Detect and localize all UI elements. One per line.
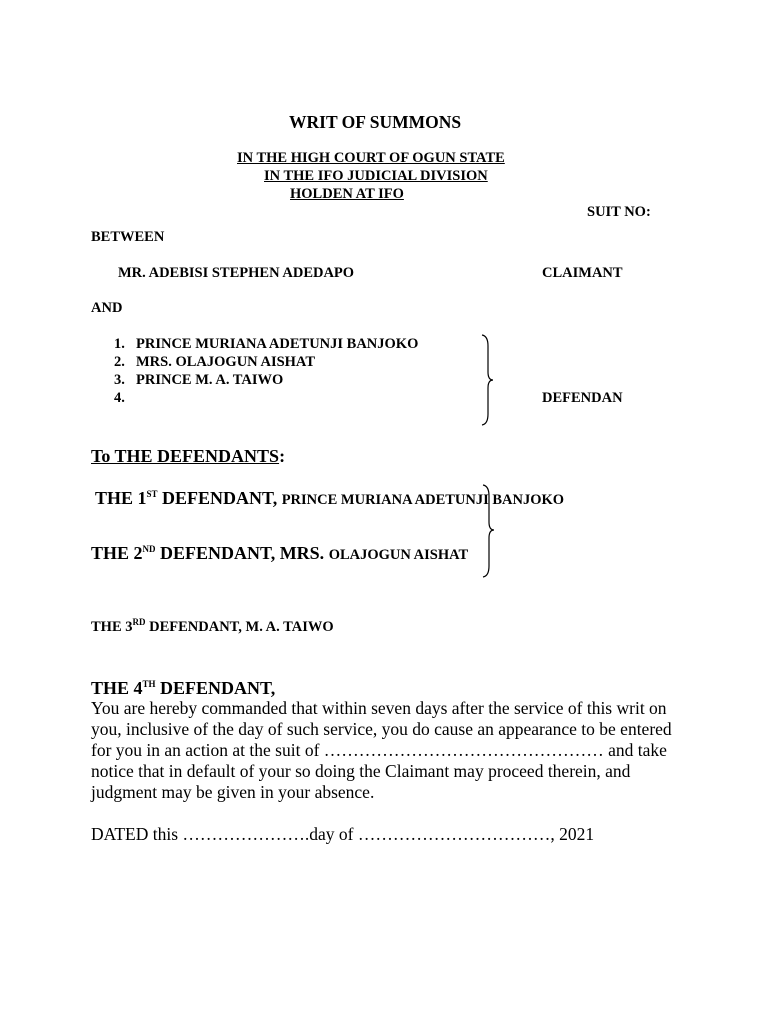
- defendant-list-item: [114, 372, 283, 389]
- addressee-label: DEFENDANT, M. A. TAIWO: [145, 619, 334, 635]
- court-line-2: IN THE IFO JUDICIAL DIVISION: [264, 168, 488, 184]
- and-label: AND: [91, 300, 123, 316]
- addressee-label: DEFENDANT,: [157, 488, 282, 508]
- dated-line: DATED this ………………….day of ……………………………, 2021: [91, 824, 595, 844]
- addressee-label: DEFENDANT,: [155, 678, 276, 698]
- defendant-name: PRINCE MURIANA ADETUNJI BANJOKO: [136, 336, 419, 352]
- addressee-prefix: THE 1: [95, 488, 147, 508]
- addressee-name: PRINCE MURIANA ADETUNJI BANJOKO: [281, 492, 565, 508]
- defendant-list-item: [114, 390, 136, 407]
- addressee-label: DEFENDANT, MRS.: [155, 543, 329, 563]
- to-defendants-text: To THE DEFENDANTS: [91, 446, 280, 466]
- ordinal-suffix: ST: [146, 489, 158, 499]
- addressee-prefix: THE 2: [91, 543, 143, 563]
- right-brace-icon: [479, 484, 499, 578]
- to-defendants-colon: :: [279, 446, 286, 466]
- between-label: BETWEEN: [91, 229, 165, 245]
- defendant-name: MRS. OLAJOGUN AISHAT: [136, 354, 315, 370]
- ordinal-suffix: RD: [132, 617, 146, 628]
- defendant-list-item: [114, 354, 315, 371]
- court-line-3: HOLDEN AT IFO: [290, 186, 404, 202]
- defendant-name: PRINCE M. A. TAIWO: [136, 372, 284, 388]
- list-number: 4.: [114, 390, 125, 406]
- defendant-list-item: [114, 336, 418, 353]
- addressee-4: [91, 678, 275, 699]
- addressee-name: OLAJOGUN AISHAT: [328, 547, 469, 563]
- court-line-1: IN THE HIGH COURT OF OGUN STATE: [237, 150, 505, 166]
- suit-no-label: SUIT NO:: [587, 204, 651, 220]
- list-number: 2.: [114, 354, 125, 370]
- addressee-prefix: THE 4: [91, 678, 143, 698]
- list-number: 3.: [114, 372, 125, 388]
- addressee-prefix: THE 3: [91, 619, 133, 635]
- list-number: 1.: [114, 336, 125, 352]
- addressee-2: [91, 543, 468, 564]
- claimant-role: CLAIMANT: [542, 265, 623, 281]
- ordinal-suffix: ND: [142, 544, 156, 554]
- claimant-name: MR. ADEBISI STEPHEN ADEDAPO: [118, 265, 355, 281]
- to-defendants-heading: [91, 446, 285, 467]
- ordinal-suffix: TH: [142, 679, 156, 689]
- document-title: WRIT OF SUMMONS: [289, 112, 462, 132]
- defendant-role: DEFENDAN: [542, 390, 623, 406]
- addressee-3: [91, 619, 334, 636]
- summons-body-paragraph: You are hereby commanded that within seven days after the service of this writ on you, inclusive of the day of such service, you do cause an appearance to be entered for you in an action at the suit of ………………………………………… and take notice that in default of your so doing the Claimant may proceed therein, and judgment may be given in your absence.: [91, 698, 672, 802]
- right-brace-icon: [478, 334, 498, 426]
